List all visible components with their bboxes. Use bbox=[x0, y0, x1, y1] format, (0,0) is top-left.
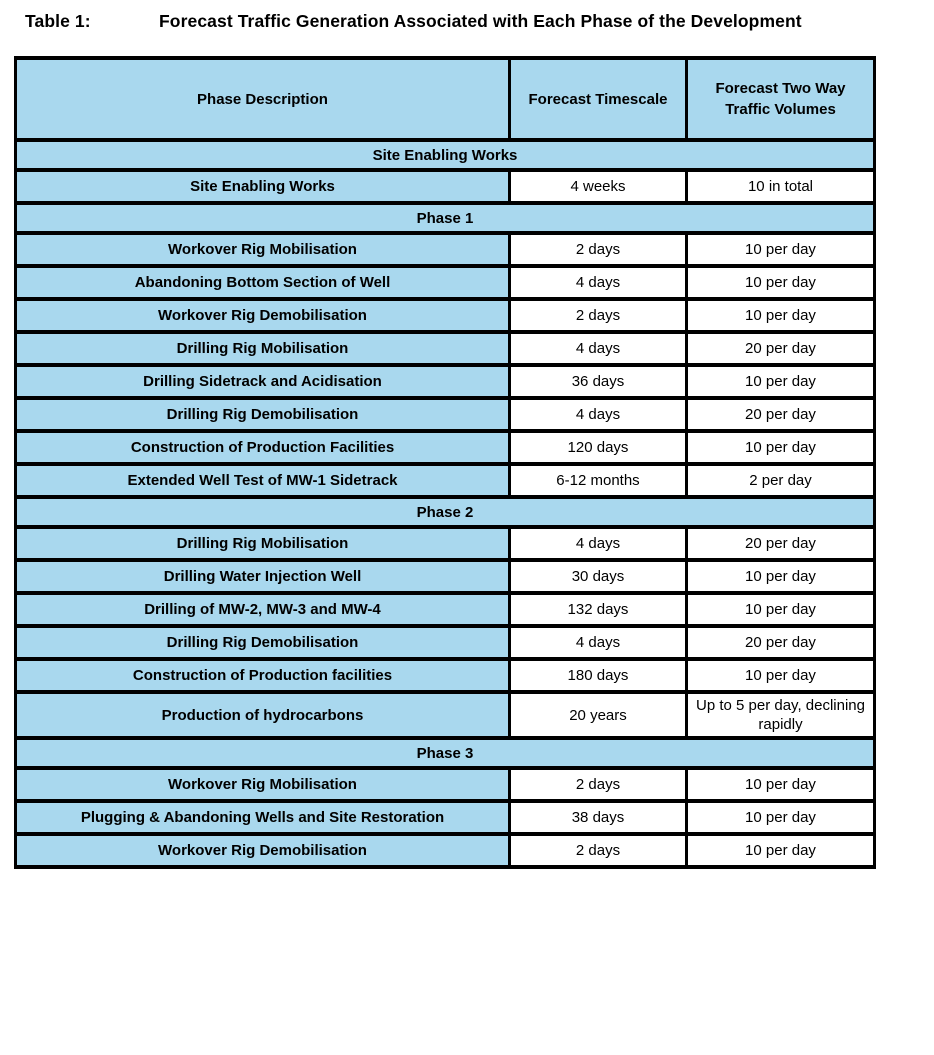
volume-cell: 20 per day bbox=[687, 398, 875, 431]
phase-cell: Workover Rig Demobilisation bbox=[16, 299, 510, 332]
phase-cell: Drilling Rig Demobilisation bbox=[16, 626, 510, 659]
table-row bbox=[16, 266, 875, 299]
volume-cell: 10 per day bbox=[687, 365, 875, 398]
table-row bbox=[16, 332, 875, 365]
section-header-site-enabling-works bbox=[16, 140, 875, 170]
timescale-cell: 6-12 months bbox=[510, 464, 687, 497]
volume-cell: 10 per day bbox=[687, 593, 875, 626]
volume-cell: 10 per day bbox=[687, 299, 875, 332]
table-row bbox=[16, 170, 875, 203]
volume-cell: 10 per day bbox=[687, 266, 875, 299]
timescale-cell: 4 days bbox=[510, 332, 687, 365]
timescale-cell: 2 days bbox=[510, 768, 687, 801]
timescale-cell: 30 days bbox=[510, 560, 687, 593]
timescale-cell: 4 days bbox=[510, 398, 687, 431]
phase-cell: Workover Rig Mobilisation bbox=[16, 233, 510, 266]
section-title: Site Enabling Works bbox=[16, 140, 875, 170]
timescale-cell: 38 days bbox=[510, 801, 687, 834]
timescale-cell: 4 days bbox=[510, 266, 687, 299]
phase-cell: Drilling Water Injection Well bbox=[16, 560, 510, 593]
volume-cell: 20 per day bbox=[687, 626, 875, 659]
table-row bbox=[16, 464, 875, 497]
volume-cell: Up to 5 per day, declining rapidly bbox=[687, 692, 875, 738]
phase-cell: Drilling of MW-2, MW-3 and MW-4 bbox=[16, 593, 510, 626]
section-header-phase-1 bbox=[16, 203, 875, 233]
timescale-cell: 4 weeks bbox=[510, 170, 687, 203]
timescale-cell: 4 days bbox=[510, 527, 687, 560]
volume-cell: 10 per day bbox=[687, 801, 875, 834]
volume-cell: 20 per day bbox=[687, 332, 875, 365]
volume-cell: 10 per day bbox=[687, 560, 875, 593]
table-row bbox=[16, 692, 875, 738]
timescale-cell: 2 days bbox=[510, 834, 687, 867]
section-header-phase-2 bbox=[16, 497, 875, 527]
table-row bbox=[16, 431, 875, 464]
phase-cell: Production of hydrocarbons bbox=[16, 692, 510, 738]
col-header-traffic-volumes: Forecast Two Way Traffic Volumes bbox=[687, 58, 875, 140]
table-caption-label: Table 1: bbox=[25, 11, 91, 31]
volume-cell: 10 per day bbox=[687, 834, 875, 867]
phase-cell: Abandoning Bottom Section of Well bbox=[16, 266, 510, 299]
phase-cell: Site Enabling Works bbox=[16, 170, 510, 203]
table-row bbox=[16, 626, 875, 659]
timescale-cell: 20 years bbox=[510, 692, 687, 738]
table-row bbox=[16, 768, 875, 801]
col-header-forecast-timescale: Forecast Timescale bbox=[510, 58, 687, 140]
timescale-cell: 132 days bbox=[510, 593, 687, 626]
volume-cell: 2 per day bbox=[687, 464, 875, 497]
section-title: Phase 1 bbox=[16, 203, 875, 233]
table-caption bbox=[25, 11, 934, 32]
table-row bbox=[16, 527, 875, 560]
phase-cell: Workover Rig Mobilisation bbox=[16, 768, 510, 801]
timescale-cell: 180 days bbox=[510, 659, 687, 692]
table-row bbox=[16, 593, 875, 626]
timescale-cell: 120 days bbox=[510, 431, 687, 464]
volume-cell: 10 per day bbox=[687, 233, 875, 266]
timescale-cell: 2 days bbox=[510, 299, 687, 332]
phase-cell: Drilling Sidetrack and Acidisation bbox=[16, 365, 510, 398]
timescale-cell: 36 days bbox=[510, 365, 687, 398]
table-row bbox=[16, 365, 875, 398]
phase-cell: Extended Well Test of MW-1 Sidetrack bbox=[16, 464, 510, 497]
section-header-phase-3 bbox=[16, 738, 875, 768]
phase-cell: Construction of Production facilities bbox=[16, 659, 510, 692]
volume-cell: 10 per day bbox=[687, 659, 875, 692]
table-row bbox=[16, 560, 875, 593]
traffic-generation-table bbox=[14, 56, 876, 869]
table-row bbox=[16, 834, 875, 867]
table-header-row bbox=[16, 58, 875, 140]
volume-cell: 10 per day bbox=[687, 768, 875, 801]
timescale-cell: 2 days bbox=[510, 233, 687, 266]
volume-cell: 20 per day bbox=[687, 527, 875, 560]
table-row bbox=[16, 299, 875, 332]
table-row bbox=[16, 801, 875, 834]
phase-cell: Construction of Production Facilities bbox=[16, 431, 510, 464]
phase-cell: Drilling Rig Demobilisation bbox=[16, 398, 510, 431]
timescale-cell: 4 days bbox=[510, 626, 687, 659]
table-row bbox=[16, 233, 875, 266]
col-header-phase-description: Phase Description bbox=[16, 58, 510, 140]
table-caption-text: Forecast Traffic Generation Associated with Each Phase of the Development bbox=[159, 11, 802, 31]
section-title: Phase 2 bbox=[16, 497, 875, 527]
volume-cell: 10 in total bbox=[687, 170, 875, 203]
phase-cell: Plugging & Abandoning Wells and Site Restoration bbox=[16, 801, 510, 834]
volume-cell: 10 per day bbox=[687, 431, 875, 464]
section-title: Phase 3 bbox=[16, 738, 875, 768]
phase-cell: Workover Rig Demobilisation bbox=[16, 834, 510, 867]
phase-cell: Drilling Rig Mobilisation bbox=[16, 332, 510, 365]
table-row bbox=[16, 659, 875, 692]
phase-cell: Drilling Rig Mobilisation bbox=[16, 527, 510, 560]
table-row bbox=[16, 398, 875, 431]
